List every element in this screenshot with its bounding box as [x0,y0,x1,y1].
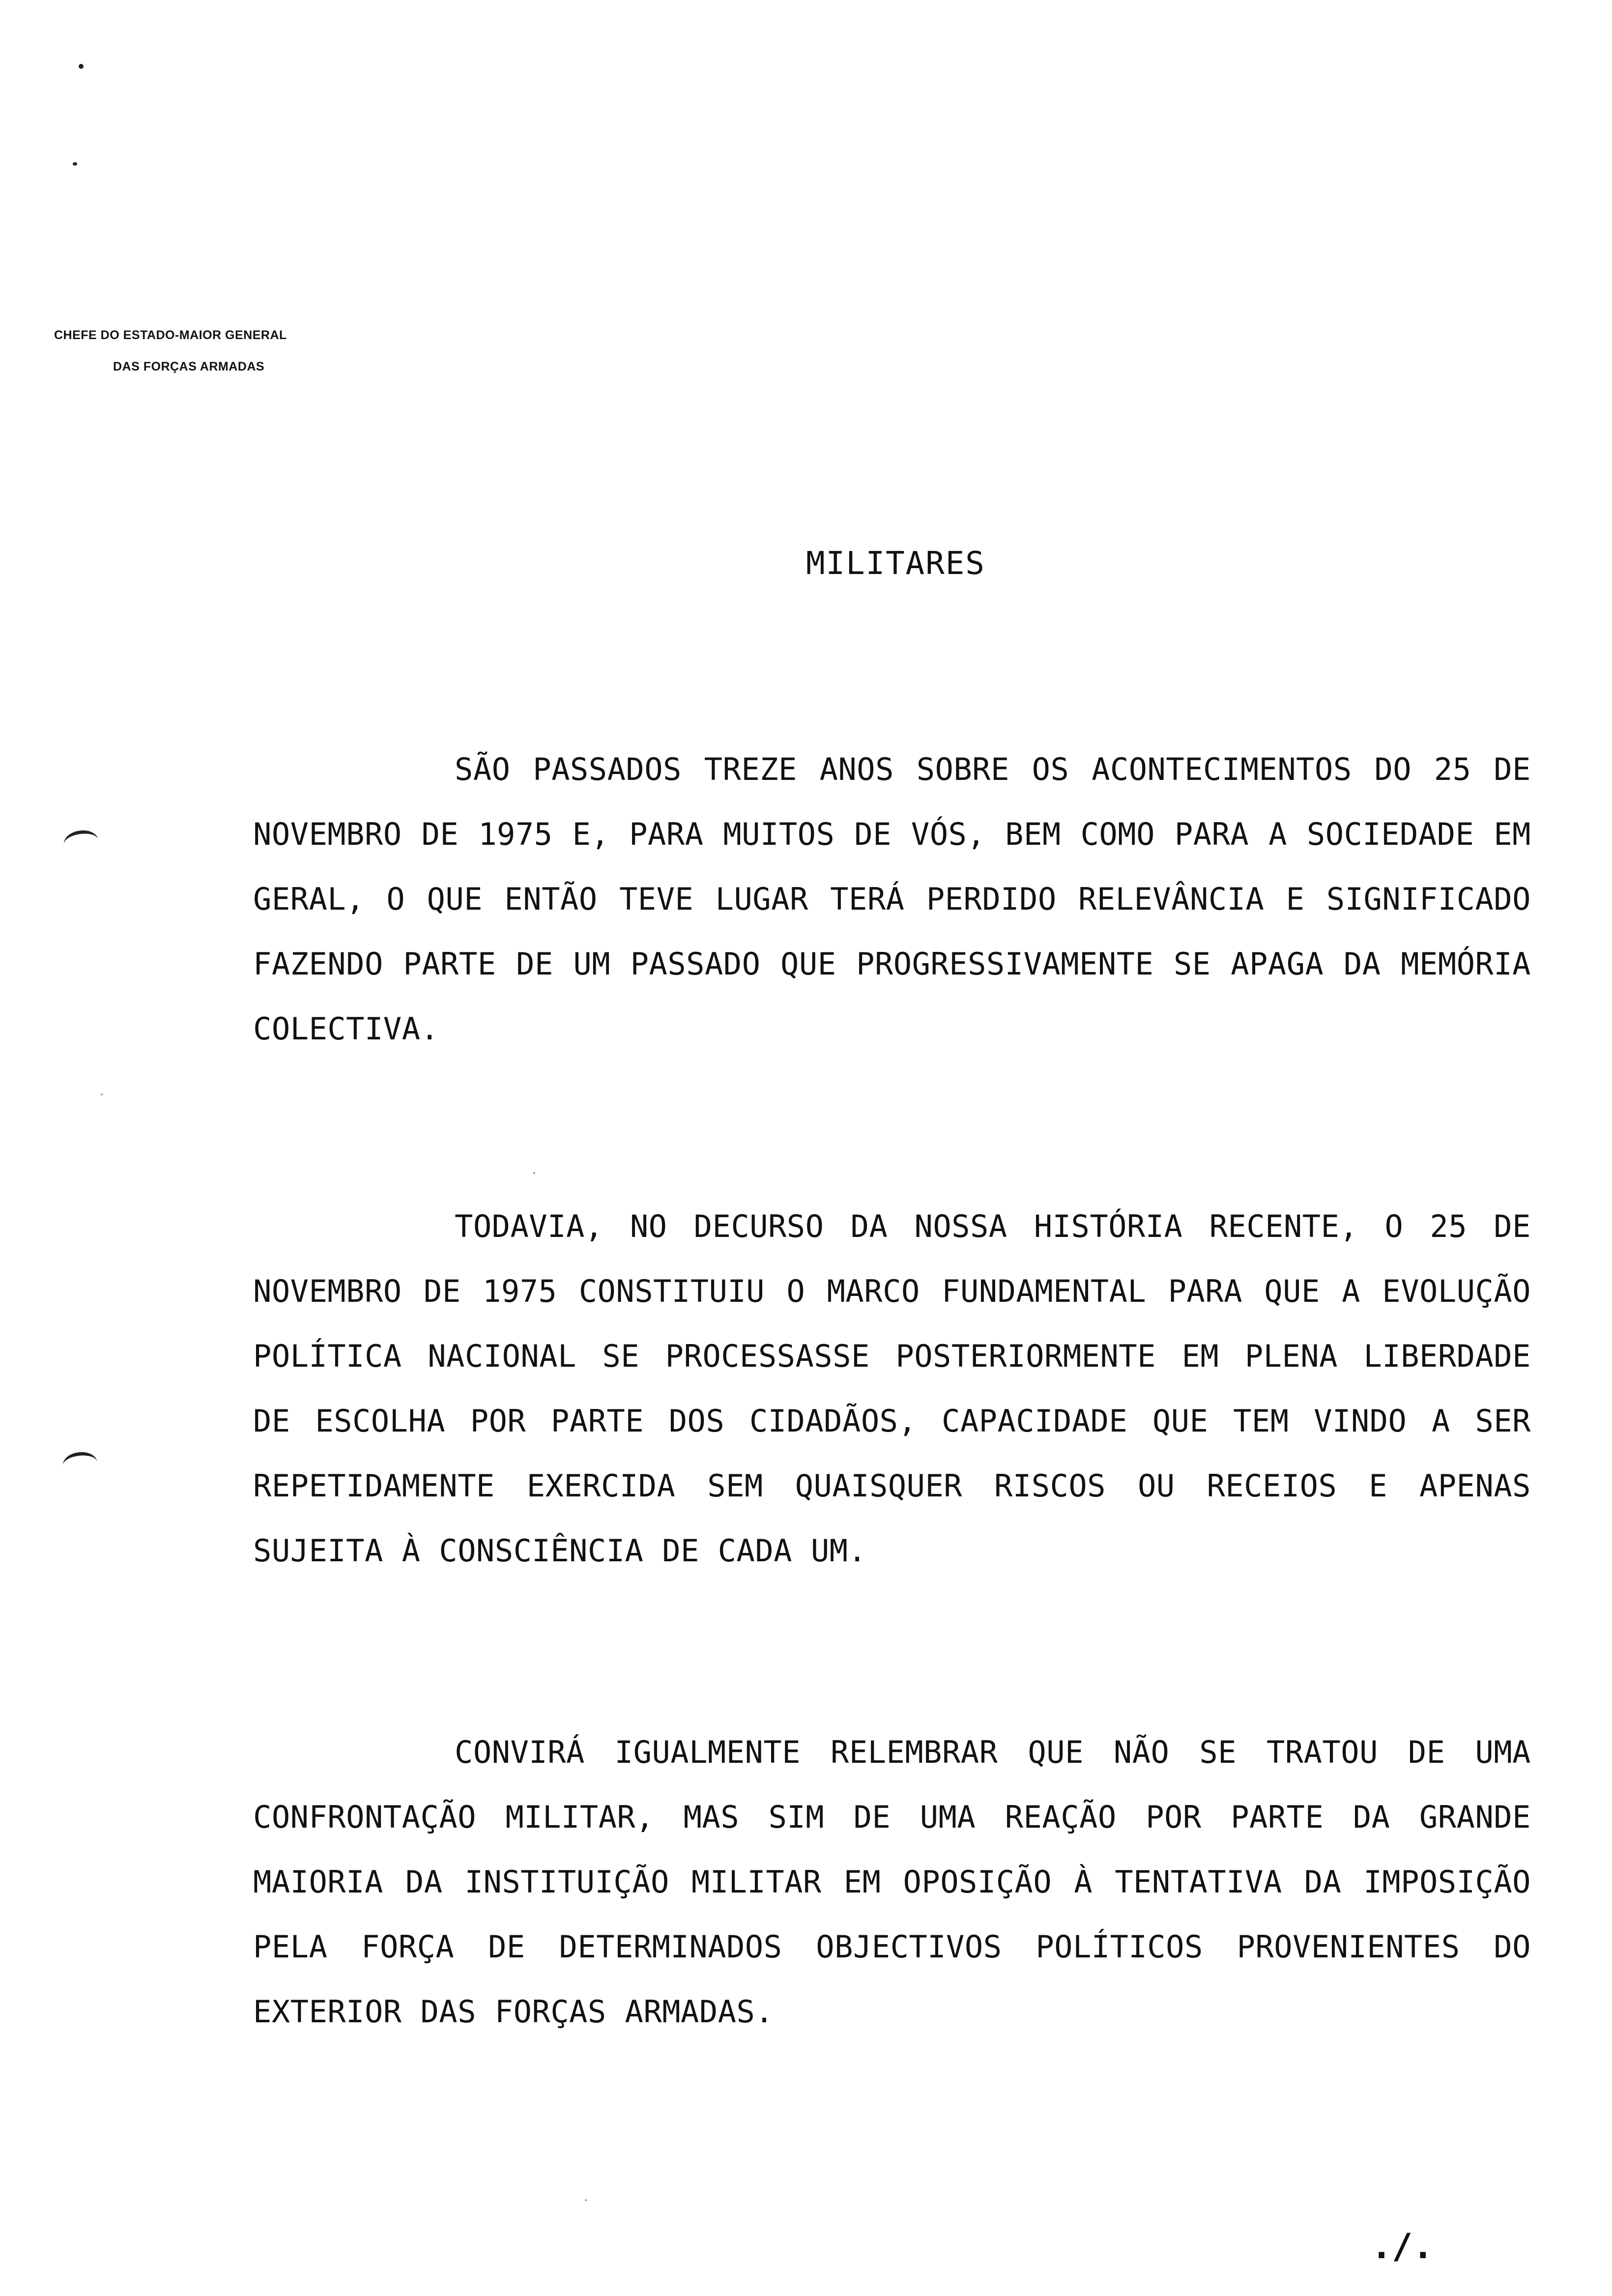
scan-dot [73,162,77,166]
letterhead [54,319,398,382]
scan-speck [533,1172,535,1174]
paragraph-1: SÃO PASSADOS TREZE ANOS SOBRE OS ACONTECIMENTOS DO 25 DE NOVEMBRO DE 1975 E, PARA MUITOS DE VÓS, BEM COMO PARA A SOCIEDADE EM GERAL, O QUE ENTÃO TEVE LUGAR TERÁ PERDIDO RELEVÂNCIA E SIGNIFICADO FAZENDO PARTE DE UM PASSADO QUE PROGRESSIVAMENTE SE APAGA DA MEMÓRIA COLECTIVA. [253,751,1531,1047]
document-title: MILITARES [806,545,985,582]
scan-speck [585,2199,587,2201]
scan-dot [79,64,84,69]
punch-hole-mark [62,828,100,856]
punch-hole-mark [62,1450,99,1477]
page-continuation-mark: ./. [1371,2226,1434,2267]
scan-speck [101,1093,103,1095]
letterhead-line-1: CHEFE DO ESTADO-MAIOR GENERAL [54,328,287,342]
paragraph-2: TODAVIA, NO DECURSO DA NOSSA HISTÓRIA RECENTE, O 25 DE NOVEMBRO DE 1975 CONSTITUIU O MARCO FUNDAMENTAL PARA QUE A EVOLUÇÃO POLÍTICA NACIONAL SE PROCESSASSE POSTERIORMENTE EM PLENA LIBERDADE DE ESCOLHA POR PARTE DOS CIDADÃOS, CAPACIDADE QUE TEM VINDO A SER REPETIDAMENTE EXERCIDA SEM QUAISQUER RISCOS OU RECEIOS E APENAS SUJEITA À CONSCIÊNCIA DE CADA UM. [253,1208,1531,1569]
letterhead-line-2: DAS FORÇAS ARMADAS [113,360,265,373]
paragraph-3: CONVIRÁ IGUALMENTE RELEMBRAR QUE NÃO SE TRATOU DE UMA CONFRONTAÇÃO MILITAR, MAS SIM DE UMA REAÇÃO POR PARTE DA GRANDE MAIORIA DA INSTITUIÇÃO MILITAR EM OPOSIÇÃO À TENTATIVA DA IMPOSIÇÃO PELA FORÇA DE DETERMINADOS OBJECTIVOS POLÍTICOS PROVENIENTES DO EXTERIOR DAS FORÇAS ARMADAS. [253,1734,1531,2030]
